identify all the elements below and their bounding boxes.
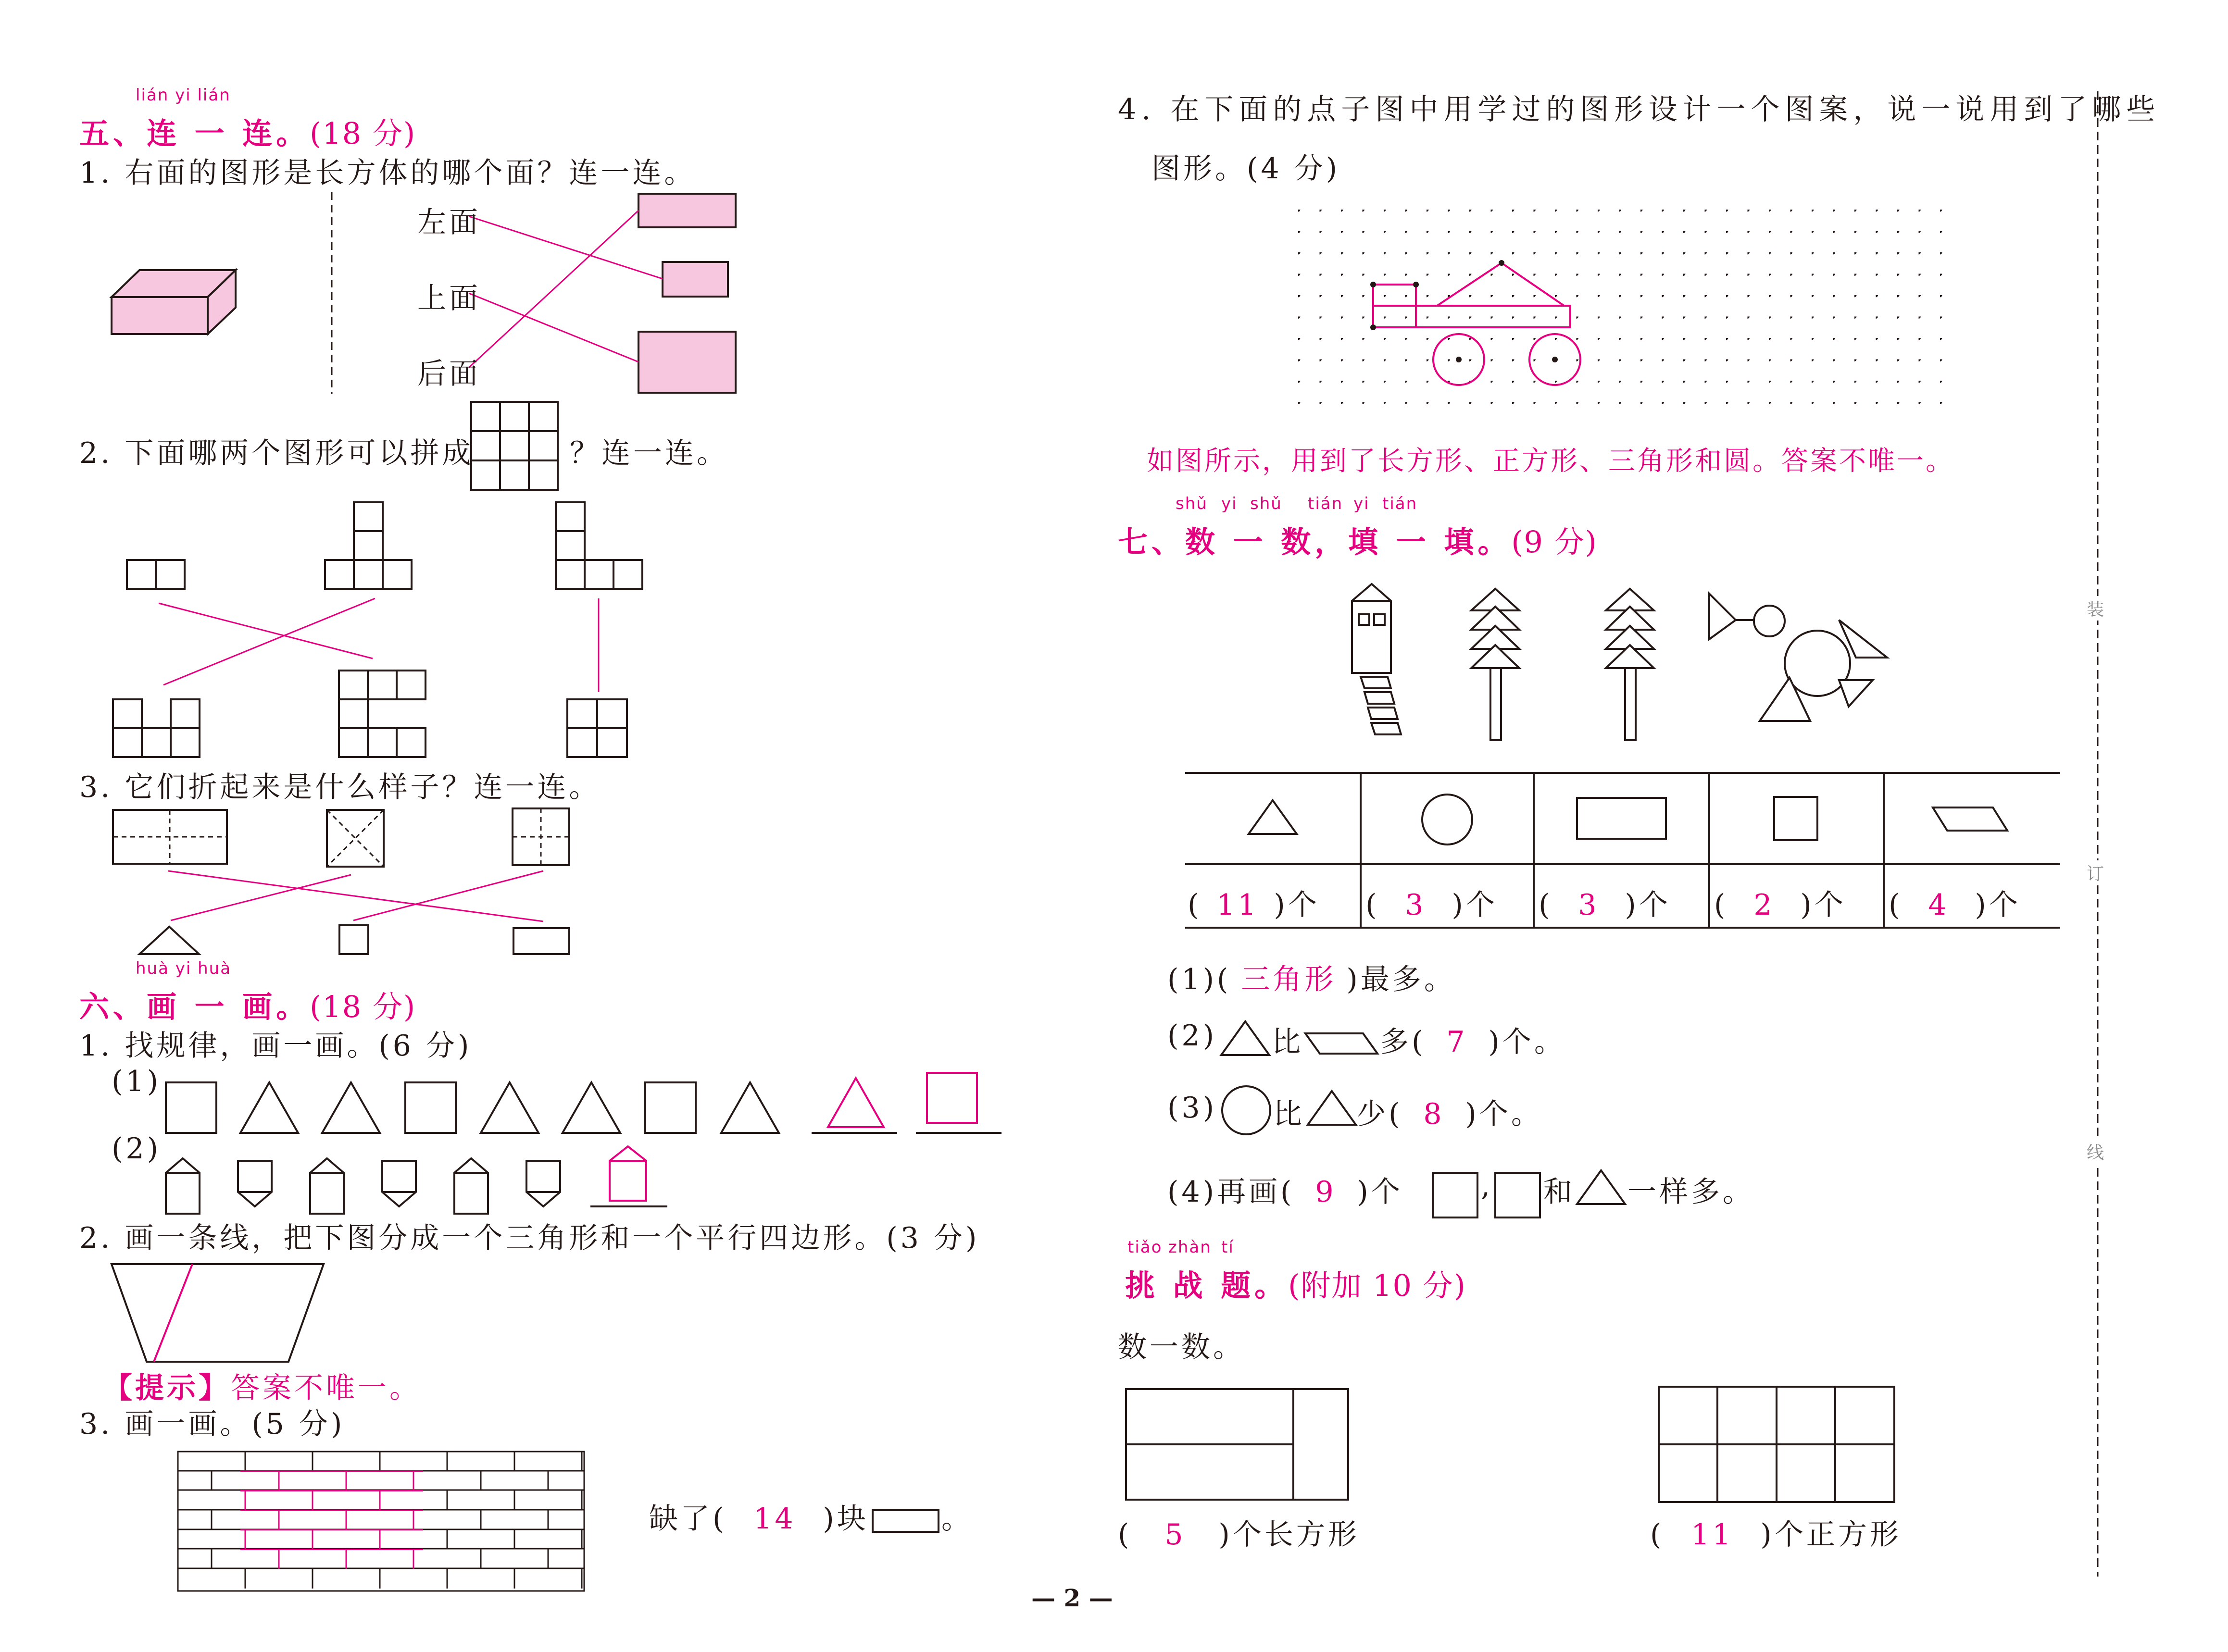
s7-q3-rest	[1357, 1091, 1543, 1132]
s5-q3-text: 3. 它们折起来是什么样子？连一连。	[79, 770, 601, 804]
house-figure	[1352, 584, 1401, 734]
challenge-pinyin-3: tí	[1221, 1238, 1234, 1257]
pieces-bottom	[113, 671, 627, 757]
pattern-row1	[166, 1082, 1001, 1133]
section6-title: 六、画 一 画。	[79, 989, 310, 1024]
section7-pinyin-3: shǔ	[1250, 494, 1282, 513]
s7-q3-less: 少(	[1357, 1097, 1403, 1131]
margin-xian: 线	[2087, 1139, 2104, 1164]
page-number: — 2 —	[1031, 1584, 1113, 1612]
section6-points: (18 分)	[310, 989, 416, 1024]
challenge-pinyin-2: zhàn	[1168, 1238, 1212, 1257]
face-large-rect	[638, 332, 736, 393]
count-unit: 个	[1989, 888, 2021, 922]
brick-missing	[240, 1471, 423, 1569]
section5-title: 五、连 一 连。	[79, 116, 310, 151]
challenge-left-answer-line: ( 5 )个长方形	[1118, 1518, 1360, 1552]
margin-zhuang: 装	[2087, 596, 2104, 621]
pieces-top	[127, 502, 642, 589]
fold-nets	[113, 808, 569, 867]
section7-pinyin-2: yi	[1221, 494, 1238, 513]
challenge-points: (附加 10 分)	[1288, 1268, 1466, 1303]
count-rectangle: 3	[1578, 888, 1600, 922]
s6-q3-after: )块	[823, 1502, 869, 1536]
s7-q3-answer: 8	[1423, 1097, 1445, 1131]
s7-q2-mid: 比	[1272, 1025, 1303, 1059]
count-unit: 个	[1465, 888, 1498, 922]
count-cell-parallelogram: ( 4 )个	[1889, 888, 2021, 922]
s6-q1-row1-label: (1)	[112, 1065, 161, 1098]
count-unit: 个	[1288, 888, 1320, 922]
section6-pinyin: huà yi huà	[136, 959, 232, 978]
s7-q2-suffix: )个。	[1488, 1025, 1566, 1059]
count-circle: 3	[1405, 888, 1427, 922]
s7-q3-suffix: )个。	[1465, 1097, 1543, 1131]
q4-line2: 图形。(4 分)	[1152, 152, 1340, 186]
section7-heading	[1118, 518, 1598, 561]
challenge-pinyin-1: tiǎo	[1127, 1238, 1163, 1257]
margin-ding: 订	[2087, 860, 2104, 885]
s6-q1-row2-label: (2)	[112, 1132, 161, 1166]
pattern-row1-answers	[828, 1073, 977, 1127]
challenge-task: 数一数。	[1118, 1330, 1245, 1364]
section7-pinyin-4: tián	[1308, 494, 1343, 513]
table-rectangle-icon	[1577, 798, 1666, 839]
s6-q1-text: 1. 找规律，画一画。(6 分)	[79, 1029, 472, 1063]
face-long-rect	[638, 194, 736, 227]
s7-q4-mid: )个	[1357, 1175, 1403, 1209]
challenge-left-suffix: )个长方形	[1218, 1518, 1360, 1552]
label-top-face: 上面	[417, 282, 481, 315]
s5-q2-text-b: ？连一连。	[570, 436, 728, 470]
s7-q4-comma: ,	[1481, 1169, 1493, 1203]
challenge-right-figure	[1659, 1387, 1894, 1502]
section5-points: (18 分)	[310, 116, 416, 151]
match-lines-q1	[469, 211, 663, 368]
section6-heading	[79, 983, 416, 1026]
tree-figure-2	[1606, 589, 1654, 740]
bird-figure	[1709, 594, 1887, 721]
s7-q2-rest	[1380, 1019, 1566, 1060]
pattern-row2	[166, 1158, 667, 1214]
count-cell-circle: ( 3 )个	[1365, 888, 1498, 922]
table-parallelogram-icon	[1933, 807, 2007, 831]
challenge-right-answer-line: ( 11 )个正方形	[1650, 1518, 1902, 1552]
section5-heading	[79, 110, 416, 152]
tree-figure-1	[1471, 589, 1519, 740]
table-circle-icon	[1422, 795, 1472, 845]
s7-q3-mid: 比	[1273, 1097, 1305, 1131]
s6-q3-answer-line	[649, 1496, 869, 1537]
s7-q4-and: 和	[1543, 1175, 1575, 1209]
count-unit: 个	[1814, 888, 1846, 922]
s7-q1-answer: 三角形	[1241, 963, 1337, 996]
s7-q2-prefix: (2)	[1167, 1019, 1217, 1053]
section7-pinyin-5: yi	[1353, 494, 1370, 513]
table-square-icon	[1774, 797, 1817, 840]
challenge-title: 挑 战 题。	[1125, 1268, 1289, 1303]
section7-title: 七、数 一 数，填 一 填。	[1118, 524, 1512, 559]
challenge-right-answer: 11	[1691, 1518, 1734, 1552]
match-lines-q3	[168, 871, 543, 921]
count-parallelogram: 4	[1928, 888, 1950, 922]
label-left-face: 左面	[417, 206, 481, 239]
dot-grid	[1298, 210, 1952, 414]
face-small-rect	[663, 262, 728, 297]
count-triangle: 11	[1216, 888, 1259, 922]
target-grid-3x3	[471, 402, 558, 490]
s6-q3-before: 缺了(	[649, 1502, 727, 1536]
s7-q1	[1167, 956, 1456, 998]
s6-q2-text: 2. 画一条线，把下图分成一个三角形和一个平行四边形。(3 分)	[79, 1221, 980, 1255]
hint-label: 【提示】	[103, 1371, 230, 1405]
trapezoid-split-line	[154, 1264, 192, 1362]
s7-q4-a	[1167, 1169, 1403, 1210]
challenge-left-figure	[1126, 1389, 1348, 1500]
count-unit: 个	[1639, 888, 1671, 922]
s7-q2-answer: 7	[1446, 1025, 1468, 1059]
q4-line1: 4. 在下面的点子图中用学过的图形设计一个图案，说一说用到了哪些	[1118, 93, 2161, 126]
count-cell-rectangle: ( 3 )个	[1539, 888, 1671, 922]
s7-q4-prefix: (4)再画(	[1167, 1175, 1295, 1209]
section5-pinyin: lián yi lián	[136, 86, 231, 105]
s5-q1-text: 1. 右面的图形是长方体的哪个面？连一连。	[79, 156, 696, 190]
brick-wall	[178, 1452, 584, 1591]
s6-q3-text: 3. 画一画。(5 分)	[79, 1407, 345, 1441]
challenge-left-answer: 5	[1164, 1518, 1186, 1552]
count-cell-triangle: ( 11 )个	[1188, 888, 1320, 922]
s7-q3-prefix: (3)	[1167, 1091, 1217, 1125]
section7-points: (9 分)	[1511, 524, 1598, 559]
section7-pinyin-6: tián	[1382, 494, 1418, 513]
s7-q1-suffix: )最多。	[1346, 963, 1456, 996]
section7-pinyin-1: shǔ	[1176, 494, 1208, 513]
cuboid-figure	[112, 270, 236, 334]
s6-q3-end: 。	[941, 1502, 973, 1536]
s7-q1-prefix: (1)(	[1167, 963, 1231, 996]
s7-q4-answer: 9	[1315, 1175, 1337, 1209]
challenge-right-suffix: )个正方形	[1760, 1518, 1902, 1552]
count-square: 2	[1753, 888, 1775, 922]
s6-q3-answer: 14	[753, 1502, 796, 1536]
count-table-shapes	[1249, 795, 2007, 845]
q4-answer: 如图所示，用到了长方形、正方形、三角形和圆。答案不唯一。	[1147, 446, 1954, 477]
challenge-heading	[1125, 1262, 1466, 1304]
trapezoid	[112, 1264, 324, 1362]
table-triangle-icon	[1249, 800, 1297, 834]
fold-results	[139, 925, 569, 954]
pattern-row2-answer	[610, 1146, 646, 1201]
hint-text: 答案不唯一。	[231, 1371, 421, 1405]
count-cell-square: ( 2 )个	[1714, 888, 1846, 922]
s7-q4-suffix: 一样多。	[1627, 1175, 1754, 1209]
s7-q2-more: 多(	[1380, 1025, 1426, 1059]
s5-q2-text-a: 2. 下面哪两个图形可以拼成	[79, 436, 474, 470]
brick-icon	[873, 1510, 939, 1532]
label-back-face: 后面	[417, 357, 481, 391]
